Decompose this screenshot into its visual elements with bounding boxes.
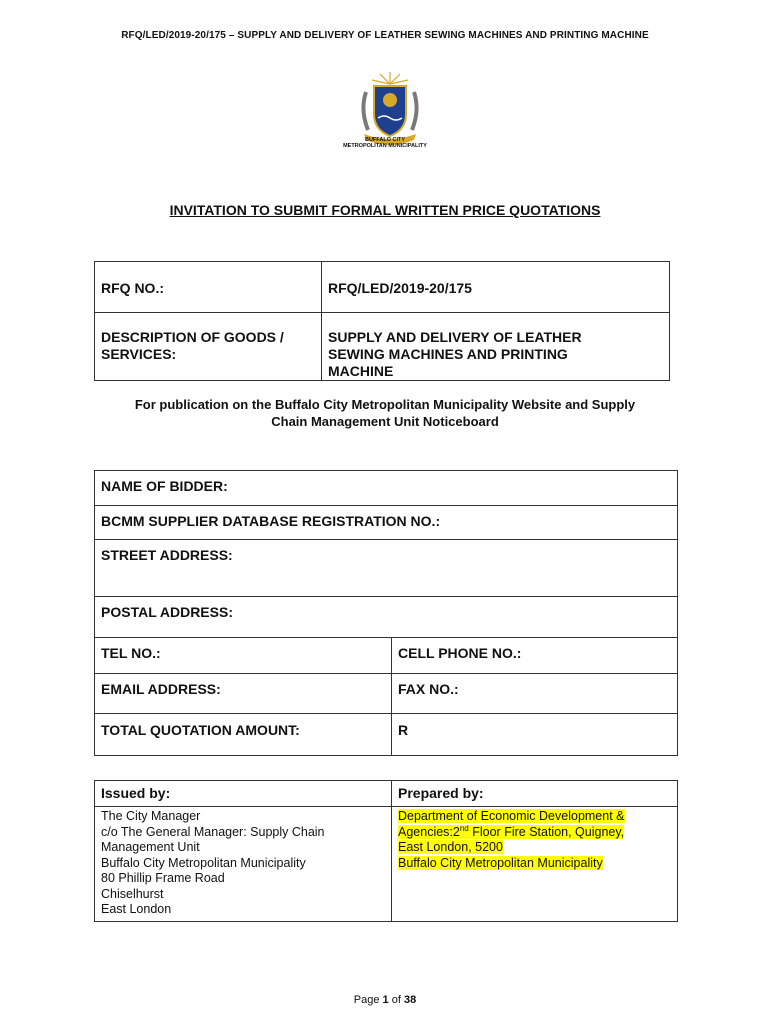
tel-no-field[interactable]: TEL NO.:	[95, 638, 392, 674]
street-address-field[interactable]: STREET ADDRESS:	[95, 540, 678, 597]
document-title: INVITATION TO SUBMIT FORMAL WRITTEN PRICE QUOTATIONS	[169, 202, 601, 218]
supplier-registration-field[interactable]: BCMM SUPPLIER DATABASE REGISTRATION NO.:	[95, 506, 678, 540]
description-value	[322, 313, 670, 381]
description-value-line3: MACHINE	[328, 363, 394, 379]
page-total: 38	[403, 994, 417, 1006]
running-header: RFQ/LED/2019-20/175 – SUPPLY AND DELIVERY OF LEATHER SEWING MACHINES AND PRINTING MACHINE	[121, 30, 649, 41]
page-footer	[0, 994, 770, 1006]
rfq-no-value: RFQ/LED/2019-20/175	[322, 262, 670, 313]
issued-by-line: Chiselhurst	[101, 886, 164, 901]
issued-by-line: 80 Phillip Frame Road	[101, 871, 225, 885]
page-number: 1	[382, 994, 389, 1006]
prepared-by-line3: East London, 5200	[398, 840, 503, 854]
publication-note-line2: Chain Management Unit Noticeboard	[271, 414, 499, 429]
total-quotation-amount-label: TOTAL QUOTATION AMOUNT:	[95, 714, 392, 756]
issued-by-line: c/o The General Manager: Supply Chain	[101, 824, 325, 839]
logo-text-line1: BUFFALO CITY	[364, 137, 406, 143]
prepared-by-line2-start: Agencies:2	[398, 824, 460, 839]
description-value-line1: SUPPLY AND DELIVERY OF LEATHER	[328, 329, 582, 345]
prepared-by-line2	[398, 825, 624, 839]
issued-by-line: East London	[101, 902, 172, 916]
cell-phone-field[interactable]: CELL PHONE NO.:	[392, 638, 678, 674]
issued-by-address	[95, 807, 392, 922]
prepared-by-line1: Department of Economic Development &	[398, 809, 625, 823]
issued-by-line: The City Manager	[101, 809, 201, 823]
page-word: Page	[353, 994, 380, 1006]
issued-by-line: Management Unit	[101, 840, 200, 854]
postal-address-field[interactable]: POSTAL ADDRESS:	[95, 597, 678, 638]
rfq-table	[94, 261, 670, 381]
issued-by-line: Buffalo City Metropolitan Municipality	[101, 855, 306, 870]
of-word: of	[391, 994, 401, 1006]
description-value-line2: SEWING MACHINES AND PRINTING	[328, 346, 568, 362]
prepared-by-line2-end: Floor Fire Station, Quigney,	[468, 824, 625, 839]
prepared-by-address	[392, 807, 678, 922]
description-label-line1: DESCRIPTION OF GOODS /	[101, 329, 284, 345]
ordinal-suffix: nd	[459, 823, 469, 833]
prepared-by-label: Prepared by:	[392, 781, 678, 807]
issued-by-label: Issued by:	[95, 781, 392, 807]
description-label	[95, 313, 322, 381]
publication-note-line1: For publication on the Buffalo City Metropolitan Municipality Website and Supply	[134, 397, 636, 412]
logo-text-line2: METROPOLITAN MUNICIPALITY	[343, 143, 427, 149]
bidder-form-table	[94, 470, 678, 756]
issued-by-table	[94, 780, 678, 922]
rfq-no-label: RFQ NO.:	[95, 262, 322, 313]
publication-note	[90, 396, 680, 430]
email-address-field[interactable]: EMAIL ADDRESS:	[95, 674, 392, 714]
description-label-line2: SERVICES:	[101, 346, 177, 362]
bidder-name-field[interactable]: NAME OF BIDDER:	[95, 471, 678, 506]
prepared-by-line4: Buffalo City Metropolitan Municipality	[398, 855, 603, 870]
total-quotation-amount-field[interactable]: R	[392, 714, 678, 756]
fax-no-field[interactable]: FAX NO.:	[392, 674, 678, 714]
